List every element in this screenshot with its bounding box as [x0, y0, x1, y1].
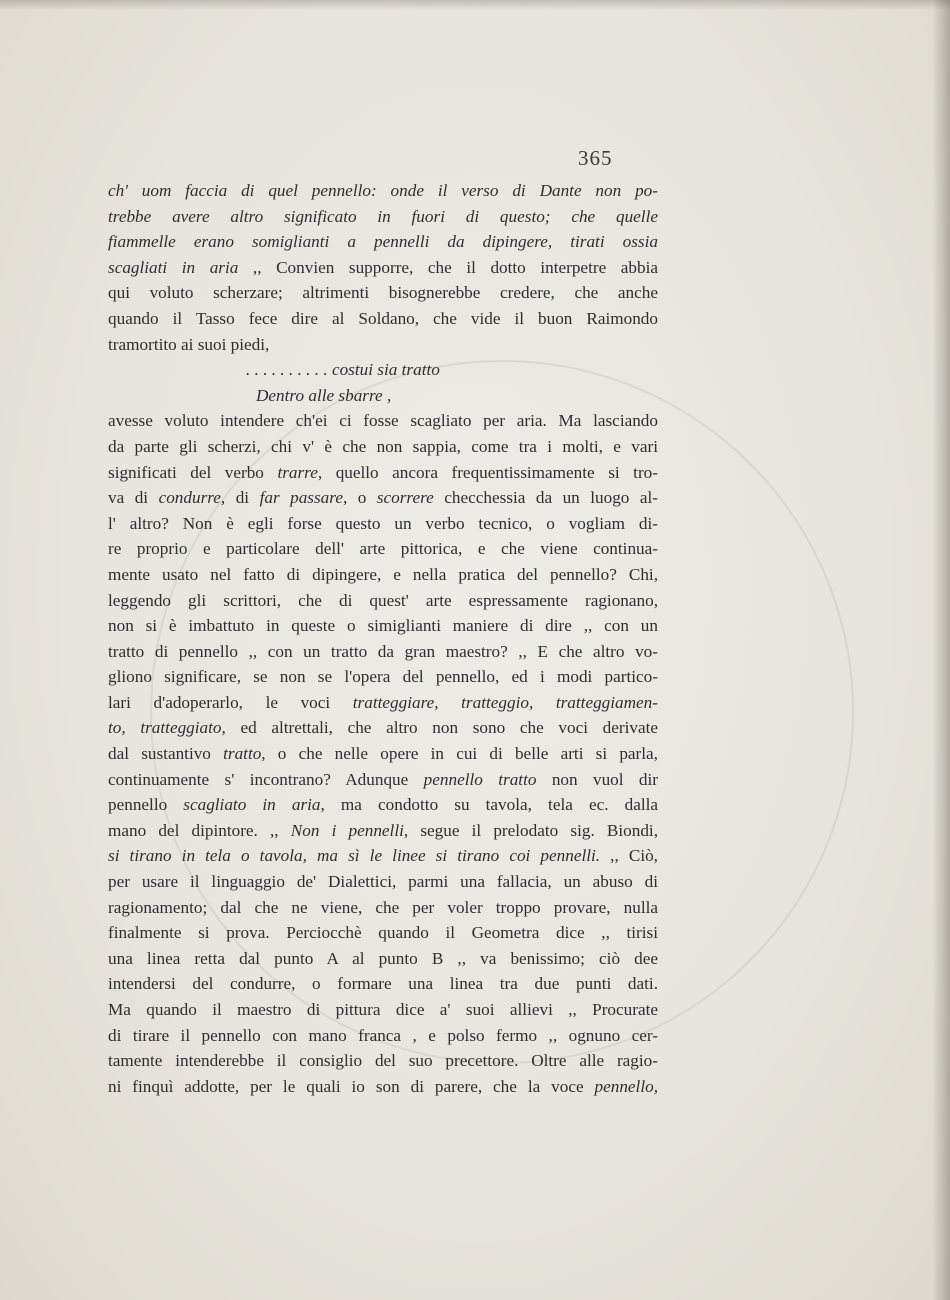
text-line [108, 511, 658, 537]
text-line [108, 664, 658, 690]
text-line [108, 869, 658, 895]
text-segment: pennello [108, 795, 184, 815]
text-segment: dal sustantivo [108, 744, 224, 764]
text-line [108, 920, 658, 946]
italic-text: tratto, [223, 744, 266, 764]
text-segment: ,, Convien supporre, che il dotto interpetre abbia [238, 257, 658, 277]
text-segment: mente usato nel fatto di dipingere, e nella pratica del pennello? Chi, [108, 564, 658, 584]
italic-text: Non i pennelli, [290, 820, 409, 840]
text-segment: o che nelle opere in cui di belle arti si parla, [265, 744, 658, 764]
text-segment: quello ancora frequentissimamente si tro- [322, 462, 658, 482]
text-line [108, 357, 658, 383]
text-line [108, 715, 658, 741]
text-segment: va di [108, 488, 159, 508]
italic-text: . . . . . . . . . . costui sia tratto [246, 360, 440, 380]
text-line [108, 229, 658, 255]
text-line [108, 1074, 658, 1100]
body-text [108, 178, 658, 1099]
text-line [108, 460, 658, 486]
text-line [108, 204, 658, 230]
text-line [108, 408, 658, 434]
text-segment: finalmente si prova. Perciocchè quando il Geometra dice ,, tirisi [108, 923, 658, 943]
text-segment: una linea retta dal punto A al punto B ,, va benissimo; ciò dee [108, 948, 658, 968]
text-line [108, 690, 658, 716]
text-segment: lari d'adoperarlo, le voci [108, 692, 353, 712]
text-segment: tramortito ai suoi piedi, [108, 334, 270, 354]
italic-text: ch' uom faccia di quel pennello: onde il verso di Dante non po- [108, 181, 658, 200]
text-segment: per usare il linguaggio de' Dialettici, parmi una fallacia, un abuso di [108, 872, 658, 892]
text-line [108, 485, 658, 511]
text-line [108, 767, 658, 793]
text-line [108, 792, 658, 818]
text-line [108, 1048, 658, 1074]
text-line [108, 434, 658, 460]
text-segment: non si è imbattuto in queste o simiglianti maniere di dire ,, con un [108, 616, 658, 636]
text-line [108, 946, 658, 972]
text-segment: non vuol dir [536, 769, 658, 789]
text-line [108, 1023, 658, 1049]
text-segment: ragionamento; dal che ne viene, che per voler troppo provare, nulla [108, 897, 658, 917]
text-line [108, 971, 658, 997]
page-number: 365 [578, 146, 613, 170]
italic-text: far passare [259, 488, 343, 508]
italic-text: si tirano in tela o tavola, ma sì le linee si tirano coi pennelli. [108, 846, 601, 866]
text-segment: quando il Tasso fece dire al Soldano, che vide il buon Raimondo [108, 308, 658, 328]
italic-text: pennello tratto [423, 769, 537, 789]
text-line [108, 332, 658, 358]
text-line [108, 613, 658, 639]
text-line [108, 741, 658, 767]
text-line [108, 997, 658, 1023]
text-line [108, 306, 658, 332]
text-segment: da parte gli scherzi, chi v' è che non sappia, come tra i molti, e vari [108, 436, 658, 456]
text-line [108, 895, 658, 921]
italic-text: scagliati in aria [108, 257, 239, 277]
text-segment: segue il prelodato sig. Biondi, [408, 820, 658, 840]
text-segment: , ma condotto su tavola, tela ec. dalla [320, 795, 659, 815]
text-line [108, 280, 658, 306]
text-segment: tamente intenderebbe il consiglio del suo precettore. Oltre alle ragio- [108, 1051, 658, 1071]
text-line [108, 562, 658, 588]
text-line [108, 818, 658, 844]
text-segment: ed altrettali, che altro non sono che voci derivate [225, 718, 658, 738]
page-top-shadow [0, 0, 950, 10]
text-segment: leggendo gli scrittori, che di quest' arte espressamente ragionano, [108, 590, 658, 610]
text-segment: mano del dipintore. ,, [108, 820, 291, 840]
text-line [108, 178, 658, 204]
text-line [108, 843, 658, 869]
text-line [108, 639, 658, 665]
text-segment: continuamente s' incontrano? Adunque [108, 769, 424, 789]
text-segment: Ma quando il maestro di pittura dice a' suoi allievi ,, Procurate [108, 1000, 658, 1019]
text-segment: l' altro? Non è egli forse questo un verbo tecnico, o vogliam di- [108, 513, 658, 533]
text-segment: qui voluto scherzare; altrimenti bisognerebbe credere, che anche [108, 283, 658, 303]
text-line [108, 255, 658, 281]
italic-text: fiammelle erano somiglianti a pennelli da dipingere, tirati ossia [108, 232, 658, 252]
page-edge-shadow [932, 0, 950, 1300]
text-segment: di [225, 488, 260, 508]
text-segment: , o [342, 488, 377, 508]
text-segment: ,, Ciò, [600, 846, 658, 866]
text-segment: ni finquì addotte, per le quali io son di parere, che la voce [108, 1076, 595, 1096]
italic-text: Dentro alle sbarre , [256, 385, 392, 405]
text-segment: re proprio e particolare dell' arte pittorica, e che viene continua- [108, 539, 658, 559]
italic-text: trarre, [277, 462, 323, 482]
italic-text: condurre, [158, 488, 226, 508]
text-segment: checchessia da un luogo al- [433, 488, 659, 508]
italic-text: tratteggiare, tratteggio, tratteggiamen- [352, 692, 658, 712]
text-segment: di tirare il pennello con mano franca , e polso fermo ,, ognuno cer- [108, 1025, 658, 1045]
text-line [108, 383, 658, 409]
text-segment: significati del verbo [108, 462, 278, 482]
italic-text: scagliato in aria [183, 795, 321, 815]
text-segment: gliono significare, se non se l'opera del pennello, ed i modi partico- [108, 667, 658, 687]
italic-text: scorrere [376, 488, 434, 508]
text-segment: tratto di pennello ,, con un tratto da gran maestro? ,, E che altro vo- [108, 641, 658, 661]
italic-text: trebbe avere altro significato in fuori di questo; che quelle [108, 206, 658, 226]
italic-text: pennello, [594, 1076, 658, 1096]
text-segment: intendersi del condurre, o formare una linea tra due punti dati. [108, 974, 658, 994]
text-line [108, 536, 658, 562]
text-line [108, 588, 658, 614]
italic-text: to, tratteggiato, [108, 718, 226, 738]
text-segment: avesse voluto intendere ch'ei ci fosse scagliato per aria. Ma lasciando [108, 411, 658, 431]
